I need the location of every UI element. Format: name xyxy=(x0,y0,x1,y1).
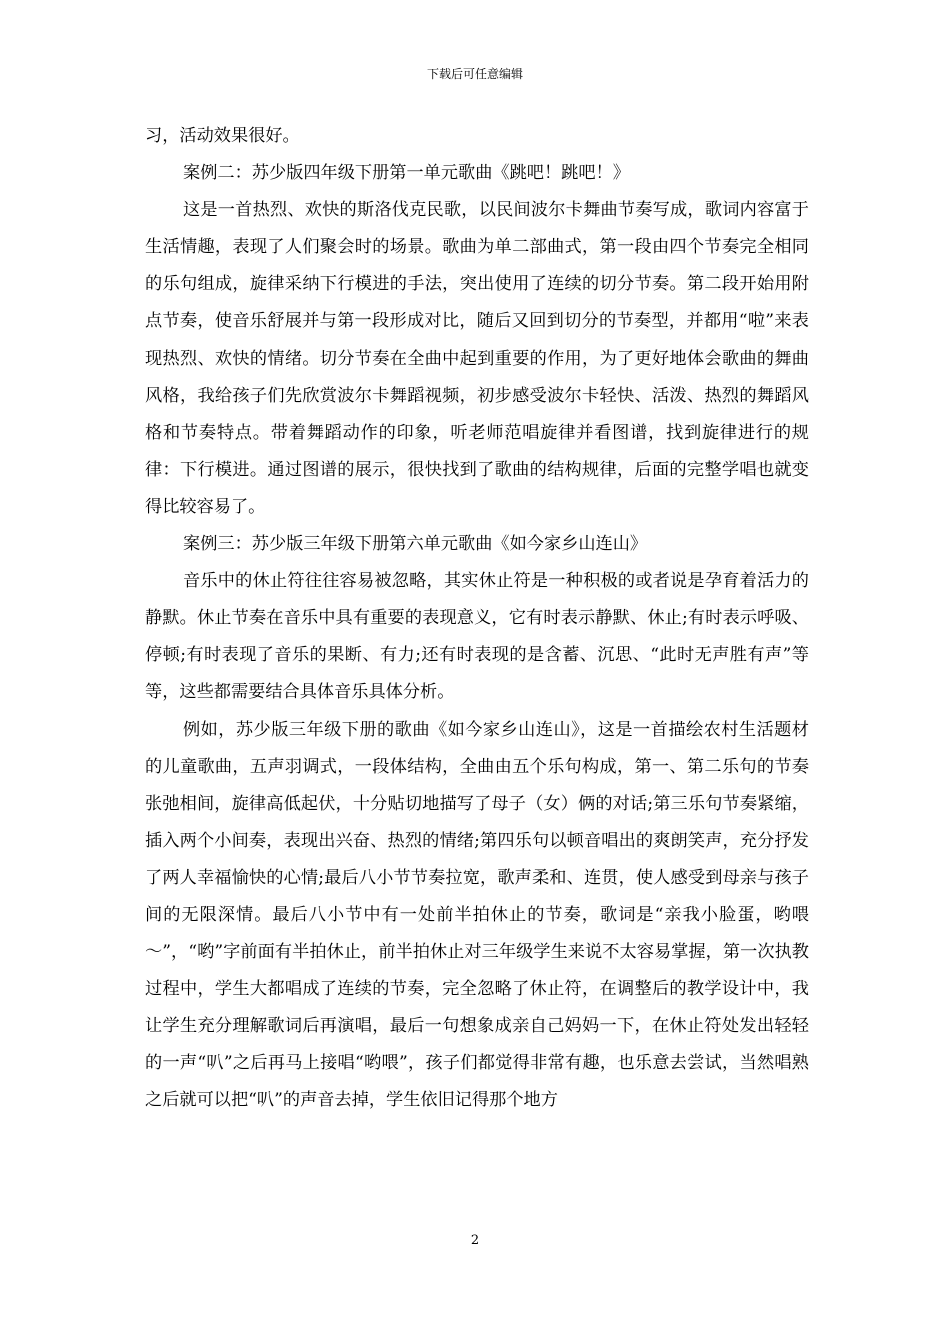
paragraph-case-two: 这是一首热烈、欢快的斯洛伐克民歌，以民间波尔卡舞曲节奏写成，歌词内容富于生活情趣，表现了人们聚会时的场景。歌曲为单二部曲式，第一段由四个节奏完全相同的乐句组成，旋律采纳下行模进的手法，突出使用了连续的切分节奏。第二段开始用附点节奏，使音乐舒展并与第一段形成对比，随后又回到切分的节奏型，并都用“啦”来表现热烈、欢快的情绪。切分节奏在全曲中起到重要的作用，为了更好地体会歌曲的舞曲风格，我给孩子们先欣赏波尔卡舞蹈视频，初步感受波尔卡轻快、活泼、热烈的舞蹈风格和节奏特点。带着舞蹈动作的印象，听老师范唱旋律并看图谱，找到旋律进行的规律：下行模进。通过图谱的展示，很快找到了歌曲的结构规律，后面的完整学唱也就变得比较容易了。 xyxy=(145,200,809,517)
paragraph-continuation: 习，活动效果很好。 xyxy=(145,126,300,146)
page-number: 2 xyxy=(470,1233,480,1248)
case-two-heading: 案例二：苏少版四年级下册第一单元歌曲《跳吧！跳吧！》 xyxy=(183,163,630,184)
case-three-heading: 案例三：苏少版三年级下册第六单元歌曲《如今家乡山连山》 xyxy=(183,534,648,555)
document-body xyxy=(145,118,809,1120)
paragraph-example: 例如，苏少版三年级下册的歌曲《如今家乡山连山》，这是一首描绘农村生活题材的儿童歌曲，五声羽调式，一段体结构，全曲由五个乐句构成，第一、第二乐句的节奏张弛相间，旋律高低起伏，十分贴切地描写了母子（女）俩的对话;第三乐句节奏紧缩，插入两个小间奏，表现出兴奋、热烈的情绪;第四乐句以顿音唱出的爽朗笑声，充分抒发了两人幸福愉快的心情;最后八小节节奏拉宽，歌声柔和、连贯，使人感受到母亲与孩子间的无限深情。最后八小节中有一处前半拍休止的节奏，歌词是“亲我小脸蛋，哟喂～”，“哟”字前面有半拍休止，前半拍休止对三年级学生来说不太容易掌握，第一次执教过程中，学生大都唱成了连续的节奏，完全忽略了休止符，在调整后的教学设计中，我让学生充分理解歌词后再演唱，最后一句想象成亲自己妈妈一下，在休止符处发出轻轻的一声“叭”之后再马上接唱“哟喂”，孩子们都觉得非常有趣，也乐意去尝试，当然唱熟之后就可以把“叭”的声音去掉，学生依旧记得那个地方 xyxy=(145,719,809,1111)
paragraph-rest-notes: 音乐中的休止符往往容易被忽略，其实休止符是一种积极的或者说是孕育着活力的静默。休止节奏在音乐中具有重要的表现意义，它有时表示静默、休止;有时表示呼吸、停顿;有时表现了音乐的果断、有力;还有时表现的是含蓄、沉思、“此时无声胜有声”等等，这些都需要结合具体音乐具体分析。 xyxy=(145,571,809,703)
page-header: 下载后可任意编辑 xyxy=(426,67,523,81)
